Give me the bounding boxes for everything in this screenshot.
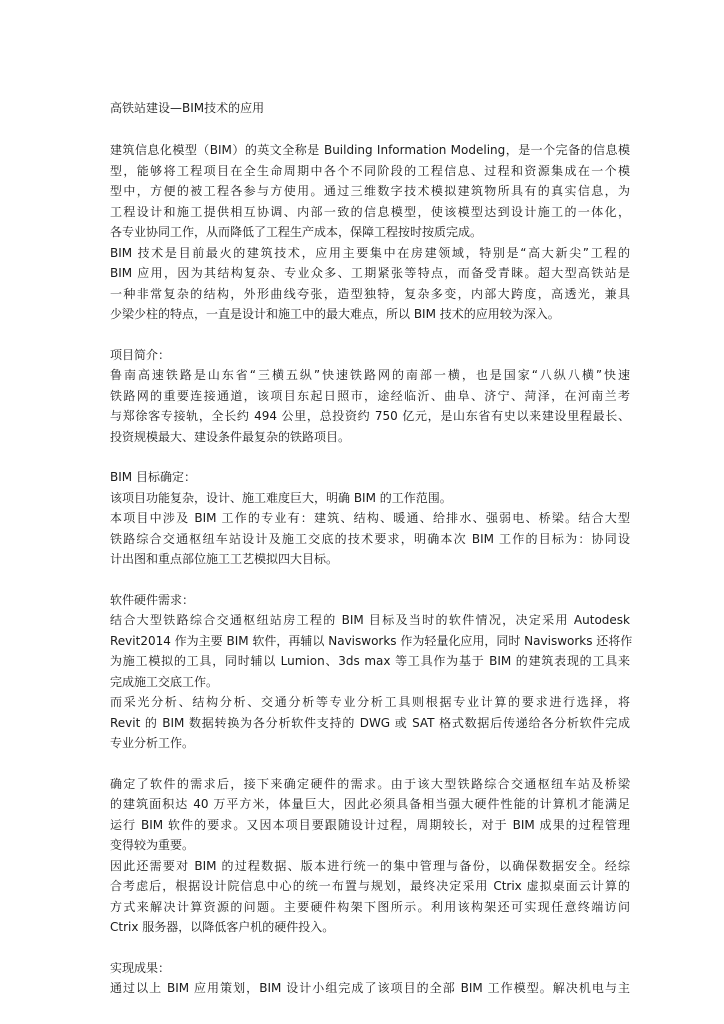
paragraph-line: 铁路网的重要连接通道，该项目东起日照市，途经临沂、曲阜、济宁、菏泽，在河南兰考 <box>110 388 630 403</box>
document-title: 高铁站建设—BIM技术的应用 <box>110 101 265 115</box>
section-results <box>110 958 630 999</box>
paragraph-line: 而采光分析、结构分析、交通分析等专业分析工具则根据专业计算的要求进行选择，将 <box>110 695 630 709</box>
paragraph-line: 专业分析工作。 <box>110 736 195 750</box>
paragraph-line: 合考虑后，根据设计院信息中心的统一布置与规划，最终决定采用 Ctrix 虚拟桌面云计算的 <box>110 879 630 893</box>
paragraph-line: BIM 应用，因为其结构复杂、专业众多、工期紧张等特点，而备受青睐。超大型高铁站是 <box>110 266 630 280</box>
paragraph-line: 变得较为重要。 <box>110 838 195 852</box>
paragraph-line: 铁路综合交通枢纽车站设计及施工交底的技术要求，明确本次 BIM 工作的目标为：协同设 <box>110 531 630 546</box>
section-heading: 软件硬件需求： <box>110 592 195 607</box>
paragraph-line: 本项目中涉及 BIM 工作的专业有：建筑、结构、暖通、给排水、强弱电、桥梁。结合大型 <box>110 511 630 525</box>
section-project-intro <box>110 345 630 448</box>
paragraph-line: 投资规模最大、建设条件最复杂的铁路项目。 <box>110 429 351 444</box>
paragraph-line: 完成施工交底工作。 <box>110 674 219 689</box>
section-heading: 实现成果： <box>110 960 171 975</box>
document-page <box>110 98 633 999</box>
paragraph-line: 该项目功能复杂，设计、施工难度巨大，明确 BIM 的工作范围。 <box>110 490 452 505</box>
paragraph-line: BIM 技术是目前最火的建筑技术，应用主要集中在房建领域，特别是“高大新尖”工程的 <box>110 245 630 260</box>
paragraph-line: 鲁南高速铁路是山东省“三横五纵”快速铁路网的南部一横，也是国家“八纵八横”快速 <box>110 368 630 382</box>
paragraph-line: 因此还需要对 BIM 的过程数据、版本进行统一的集中管理与备份，以确保数据安全。经综 <box>110 858 630 873</box>
paragraph-line: Revit 的 BIM 数据转换为各分析软件支持的 DWG 或 SAT 格式数据后传递给各分析软件完成 <box>110 715 630 730</box>
paragraph-line: 与郑徐客专接轨，全长约 494 公里，总投资约 750 亿元，是山东省有史以来建设里程最长、 <box>110 409 630 423</box>
section-hardware-needs <box>110 774 630 938</box>
section-bim-goals <box>110 467 630 570</box>
paragraph-line: 一种非常复杂的结构，外形曲线夸张，造型独特，复杂多变，内部大跨度，高透光，兼具 <box>110 286 630 301</box>
paragraph-line: 通过以上 BIM 应用策划，BIM 设计小组完成了该项目的全部 BIM 工作模型。解决机电与主 <box>110 981 630 995</box>
paragraph-line: 建筑信息化模型（BIM）的英文全称是 Building Information Modeling，是一个完备的信息模 <box>110 143 630 157</box>
paragraph-line: 少梁少柱的特点，一直是设计和施工中的最大难点，所以 BIM 技术的应用较为深入。 <box>110 307 560 321</box>
section-software-hardware <box>110 590 633 754</box>
paragraph-line: 工程设计和施工提供相互协调、内部一致的信息模型，使该模型达到设计施工的一体化， <box>110 204 630 219</box>
paragraph-line: 运行 BIM 软件的要求。又因本项目要跟随设计过程，周期较长，对于 BIM 成果的过程管理 <box>110 817 630 832</box>
paragraph-line: Ctrix 服务器，以降低客户机的硬件投入。 <box>110 920 335 934</box>
section-heading: 项目简介： <box>110 347 171 362</box>
paragraph-line: Revit2014 作为主要 BIM 软件，再辅以 Navisworks 作为轻量化应用，同时 Navisworks 还将作 <box>110 633 633 648</box>
paragraph-line: 方式来解决计算资源的问题。主要硬件构架下图所示。利用该构架还可实现任意终端访问 <box>110 899 630 914</box>
paragraph-line: 型中，方便的被工程各参与方使用。通过三维数字技术模拟建筑物所具有的真实信息，为 <box>110 184 630 198</box>
paragraph-line: 结合大型铁路综合交通枢纽站房工程的 BIM 目标及当时的软件情况，决定采用 Autodesk <box>110 613 630 627</box>
paragraph-line: 的建筑面积达 40 万平方米，体量巨大，因此必须具备相当强大硬件性能的计算机才能满足 <box>110 797 630 811</box>
paragraph-line: 计出图和重点部位施工工艺模拟四大目标。 <box>110 552 339 566</box>
paragraph-line: 各专业协同工作，从而降低了工程生产成本，保障工程按时按质完成。 <box>110 225 483 239</box>
section-intro <box>110 140 630 325</box>
section-heading: BIM 目标确定： <box>110 470 196 484</box>
paragraph-line: 确定了软件的需求后，接下来确定硬件的需求。由于该大型铁路综合交通枢纽车站及桥梁 <box>110 776 630 791</box>
paragraph-line: 型，能够将工程项目在全生命周期中各个不同阶段的工程信息、过程和资源集成在一个模 <box>110 163 630 178</box>
paragraph-line: 为施工模拟的工具，同时辅以 Lumion、3ds max 等工具作为基于 BIM 的建筑表现的工具来 <box>110 654 630 668</box>
